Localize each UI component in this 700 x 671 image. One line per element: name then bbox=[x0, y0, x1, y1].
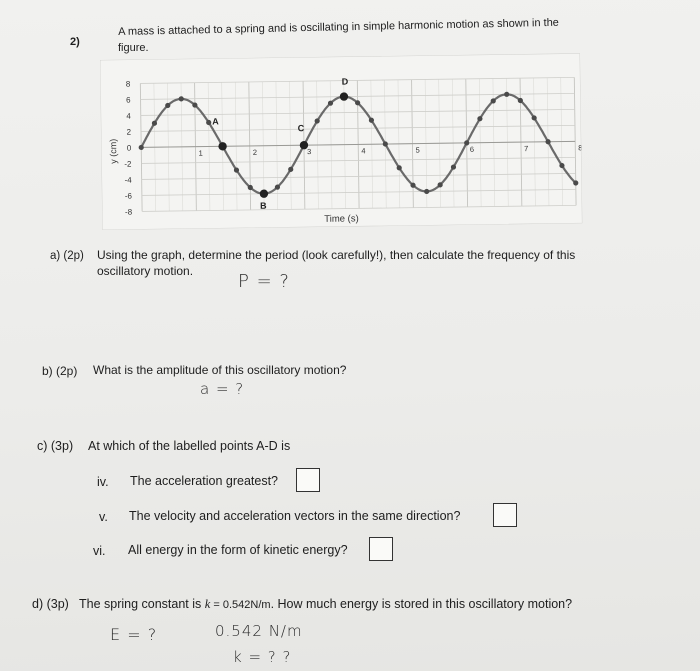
x-tick-label: 3 bbox=[306, 147, 312, 157]
x-tick-label: 2 bbox=[252, 147, 258, 157]
part-c-item-v-text: The velocity and acceleration vectors in the same direction? bbox=[129, 509, 461, 523]
handwriting-spring-constant: 0.542 N/m bbox=[215, 622, 303, 640]
handwriting-energy: E = ? bbox=[110, 625, 158, 644]
part-d-text bbox=[79, 597, 572, 612]
part-c-item-iv-text: The acceleration greatest? bbox=[130, 474, 279, 488]
part-a-text-line2: oscillatory motion. bbox=[97, 264, 194, 278]
y-tick-label: -2 bbox=[124, 159, 132, 169]
question-intro-line1: A mass is attached to a spring and is oscillating in simple harmonic motion as shown in the bbox=[118, 16, 559, 38]
part-b-label: b) (2p) bbox=[42, 364, 78, 378]
question-number: 2) bbox=[70, 36, 80, 48]
part-c-text: At which of the labelled points A-D is bbox=[88, 439, 291, 453]
point-a-label: A bbox=[212, 116, 219, 127]
x-tick-label: 7 bbox=[523, 144, 529, 154]
part-d-k-value: = 0.542N/m bbox=[210, 599, 271, 611]
y-tick-label: 6 bbox=[126, 95, 131, 105]
x-tick-label: 8 bbox=[578, 143, 583, 153]
part-a-text-line1: Using the graph, determine the period (look carefully!), then calculate the frequency of this bbox=[97, 248, 576, 262]
part-c-label: c) (3p) bbox=[37, 439, 74, 453]
oscillation-graph bbox=[100, 53, 582, 230]
part-b-text: What is the amplitude of this oscillatory motion? bbox=[93, 363, 347, 377]
part-d-text-before: The spring constant is bbox=[79, 597, 205, 611]
question-intro-line2: figure. bbox=[118, 42, 149, 54]
x-axis-label: Time (s) bbox=[324, 213, 359, 225]
part-c-item-vi-text: All energy in the form of kinetic energy? bbox=[128, 543, 348, 557]
part-c-item-iv-number: iv. bbox=[97, 475, 109, 489]
x-tick-label: 1 bbox=[198, 148, 203, 158]
answer-box-iv[interactable] bbox=[296, 468, 320, 492]
part-c-item-v-number: v. bbox=[99, 510, 108, 524]
part-d-label: d) (3p) bbox=[32, 597, 69, 611]
x-tick-label: 5 bbox=[415, 145, 420, 155]
x-tick-label: 4 bbox=[361, 146, 366, 156]
y-tick-label: -8 bbox=[124, 207, 133, 217]
y-tick-label: 4 bbox=[126, 111, 131, 121]
x-tick-label: 6 bbox=[469, 144, 475, 154]
y-axis-label: y (cm) bbox=[108, 138, 119, 164]
y-tick-label: -6 bbox=[124, 191, 132, 201]
answer-box-v[interactable] bbox=[493, 503, 517, 527]
y-tick-label: 2 bbox=[126, 127, 132, 137]
part-d-k-symbol: k bbox=[204, 597, 211, 611]
part-d-text-after: . How much energy is stored in this oscillatory motion? bbox=[270, 597, 573, 611]
y-tick-label: 8 bbox=[125, 79, 131, 89]
point-b-label: B bbox=[260, 200, 267, 211]
handwriting-period: P = ? bbox=[238, 271, 290, 292]
y-tick-label: -4 bbox=[124, 175, 132, 185]
part-c-item-vi-number: vi. bbox=[93, 544, 106, 558]
point-d-label: D bbox=[341, 76, 349, 87]
handwriting-k-question: k = ? ? bbox=[233, 648, 292, 666]
y-tick-label: 0 bbox=[126, 143, 132, 153]
part-a-label: a) (2p) bbox=[50, 250, 84, 262]
answer-box-vi[interactable] bbox=[369, 537, 393, 561]
handwriting-amplitude: a = ? bbox=[200, 380, 245, 398]
point-c-label: C bbox=[297, 123, 305, 134]
